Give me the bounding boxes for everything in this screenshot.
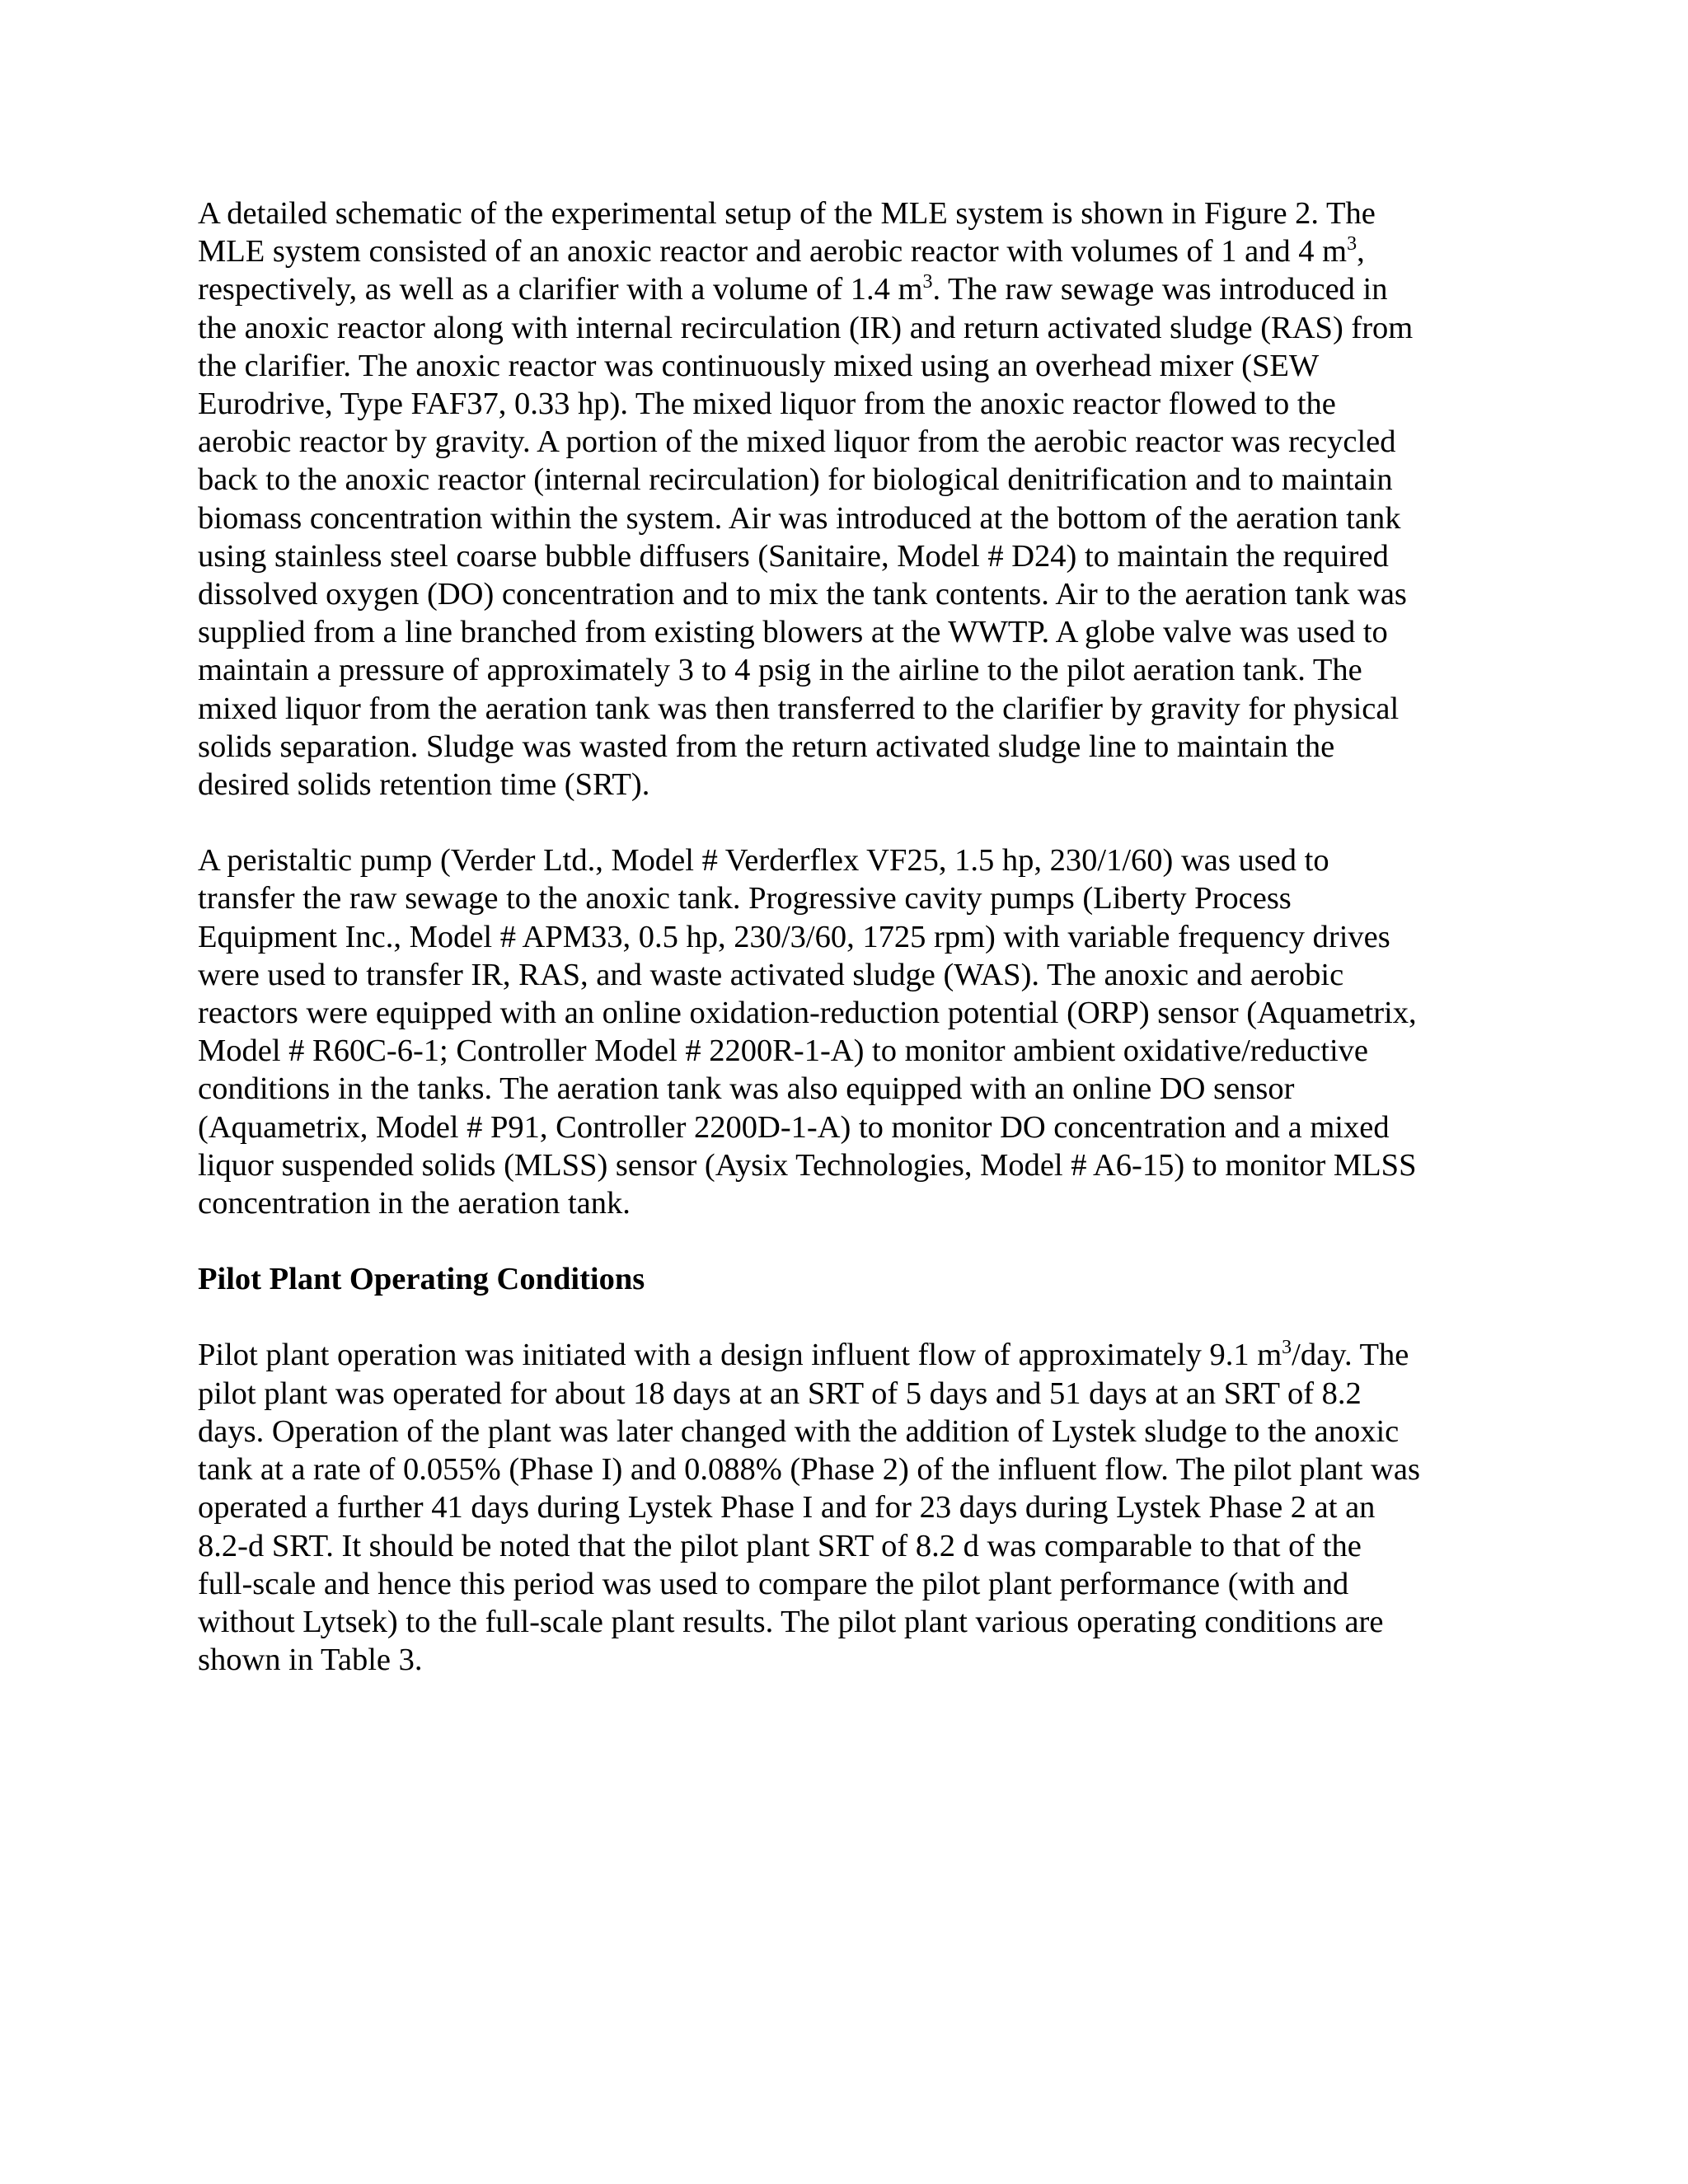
- text-line: using stainless steel coarse bubble diffusers (Sanitaire, Model # D24) to maintain the required: [198, 538, 1389, 574]
- text-line: liquor suspended solids (MLSS) sensor (Aysix Technologies, Model # A6-15) to monitor MLSS: [198, 1147, 1417, 1183]
- text-line: operated a further 41 days during Lystek Phase I and for 23 days during Lystek Phase 2 at an: [198, 1490, 1376, 1526]
- text-line: biomass concentration within the system. Air was introduced at the bottom of the aeration tank: [198, 500, 1401, 536]
- text-line: concentration in the aeration tank.: [198, 1186, 631, 1221]
- text-line: dissolved oxygen (DO) concentration and to mix the tank contents. Air to the aeration tank was: [198, 577, 1407, 612]
- text-line: conditions in the tanks. The aeration tank was also equipped with an online DO sensor: [198, 1071, 1295, 1107]
- text-line: maintain a pressure of approximately 3 to 4 psig in the airline to the pilot aeration tank. The: [198, 653, 1362, 688]
- text-line: 8.2-d SRT. It should be noted that the pilot plant SRT of 8.2 d was comparable to that of the: [198, 1528, 1362, 1563]
- superscript-cubed: 3: [1347, 233, 1357, 255]
- text-line: pilot plant was operated for about 18 days at an SRT of 5 days and 51 days at an SRT of 8.2: [198, 1376, 1362, 1411]
- text-line: without Lytsek) to the full-scale plant results. The pilot plant various operating conditions are: [198, 1604, 1384, 1639]
- text-line: the clarifier. The anoxic reactor was continuously mixed using an overhead mixer (SEW: [198, 348, 1320, 383]
- text-line: desired solids retention time (SRT).: [198, 767, 650, 803]
- text-line: solids separation. Sludge was wasted from the return activated sludge line to maintain the: [198, 729, 1335, 764]
- text-line: full-scale and hence this period was used to compare the pilot plant performance (with and: [198, 1566, 1349, 1601]
- text-line-clarifier: respectively, as well as a clarifier with a volume of 1.4 $m^3$. The raw sewage was introduced in: [198, 271, 1388, 307]
- text-line: the anoxic reactor along with internal recirculation (IR) and return activated sludge (RAS) from: [198, 310, 1414, 345]
- text-line: supplied from a line branched from existing blowers at the WWTP. A globe valve was used to: [198, 615, 1388, 650]
- text-line: Equipment Inc., Model # APM33, 0.5 hp, 230/3/60, 1725 rpm) with variable frequency drives: [198, 919, 1390, 954]
- superscript-cubed: 3: [1282, 1337, 1292, 1359]
- text-line: tank at a rate of 0.055% (Phase I) and 0.088% (Phase 2) of the influent flow. The pilot plant was: [198, 1452, 1420, 1488]
- paragraph-gap: [198, 804, 1484, 841]
- text-line: aerobic reactor by gravity. A portion of the mixed liquor from the aerobic reactor was recycled: [198, 424, 1396, 460]
- text-line: days. Operation of the plant was later changed with the addition of Lystek sludge to the anoxic: [198, 1413, 1400, 1449]
- text-line: transfer the raw sewage to the anoxic tank. Progressive cavity pumps (Liberty Process: [198, 881, 1292, 916]
- text-line: (Aquametrix, Model # P91, Controller 2200D-1-A) to monitor DO concentration and a mixed: [198, 1109, 1390, 1145]
- paragraph-experimental-setup: [198, 194, 1484, 804]
- text-line: mixed liquor from the aeration tank was then transferred to the clarifier by gravity for physical: [198, 691, 1400, 726]
- text-line: shown in Table 3.: [198, 1643, 423, 1678]
- text-line: reactors were equipped with an online oxidation-reduction potential (ORP) sensor (Aquametrix,: [198, 996, 1417, 1031]
- paragraph-operating-conditions: [198, 1336, 1484, 1679]
- text-line: were used to transfer IR, RAS, and waste activated sludge (WAS). The anoxic and aerobic: [198, 957, 1344, 992]
- document-body: [198, 194, 1484, 1679]
- section-heading: Pilot Plant Operating Conditions: [198, 1262, 645, 1297]
- text-line-volumes: MLE system consisted of an anoxic reactor and aerobic reactor with volumes of 1 and 4 $m^3$,: [198, 233, 1365, 269]
- paragraph-gap: [198, 1298, 1484, 1336]
- paragraph-pumps-sensors: [198, 841, 1484, 1222]
- text-line: A detailed schematic of the experimental setup of the MLE system is shown in Figure 2. The: [198, 196, 1376, 231]
- text-line: back to the anoxic reactor (internal recirculation) for biological denitrification and to maintain: [198, 462, 1393, 498]
- superscript-cubed: 3: [922, 271, 933, 293]
- text-line-influent-flow: Pilot plant operation was initiated with a design influent flow of approximately 9.1 $m^3$/day. The: [198, 1337, 1409, 1373]
- text-line: Eurodrive, Type FAF37, 0.33 hp). The mixed liquor from the anoxic reactor flowed to the: [198, 387, 1336, 422]
- text-line: Model # R60C-6-1; Controller Model # 2200R-1-A) to monitor ambient oxidative/reductive: [198, 1033, 1368, 1069]
- text-line: A peristaltic pump (Verder Ltd., Model # Verderflex VF25, 1.5 hp, 230/1/60) was used to: [198, 843, 1329, 879]
- paragraph-gap: [198, 1222, 1484, 1260]
